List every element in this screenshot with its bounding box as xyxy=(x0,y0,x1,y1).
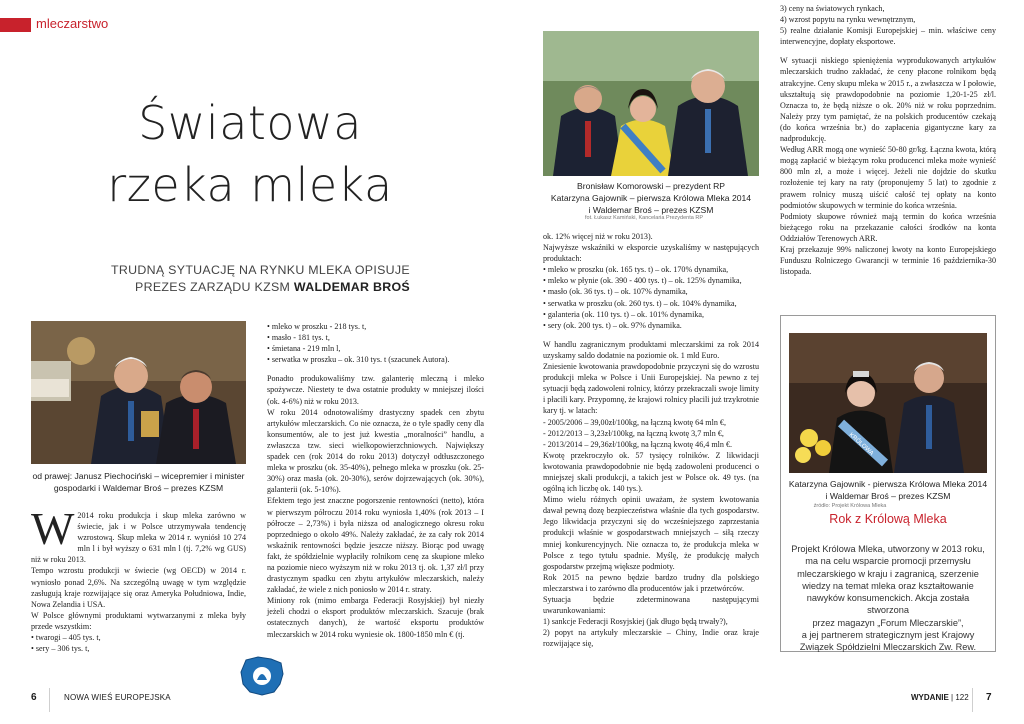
section-tab xyxy=(0,0,250,38)
caption-left-line-2: gospodarki i Waldemar Broś – prezes KZSM xyxy=(53,483,224,493)
col4-paragraph-1: W sytuacji niskiego spieniężenia wyprodukowanych artykułów mleczarskich trudno zakładać, że ceny płacone rolnikom będą atrakcyjne. Ceny skupu mleka w 2015 r., a zwłaszcza w I połowie, ukształtują się prawdopodobnie na poziomie 1,20-1-25 zł/l. Oznacza to, że będą niższe o ok. 20% niż w roku poprzednim. Należy przy tym pamiętać, że na polskich producentów czekają (do końca września br.) do zapłacenia gigantyczne kary za nadprodukcję. xyxy=(780,56,996,144)
box-line-3: mleczarskiego w kraju i zagranicą, szerzenie xyxy=(797,568,979,579)
col4-paragraph-3: Podmioty skupowe również mają termin do końca września bieżącego roku na przekazanie całości środków na konta Oddziałów Terenowych ARR. xyxy=(780,211,996,243)
caption-right-line-1: Katarzyna Gajownik - pierwsza Królowa Mleka 2014 xyxy=(788,479,988,489)
photo-komorowski-gajownik-bros xyxy=(543,31,759,176)
col3-paragraph-6: Mimo wielu różnych opinii uważam, że system kwotowania dawał pewną dozę bezpieczeństwa właśnie dla tych gospodarstw. Jego likwidacja przyczyni się do wcześniejszego zaprzestania produkcji właśnie w gospodarstwach mniejszych – siłą rzeczy mniej konkurencyjnych. Nie oznacza to, że produkcja mleka w Polsce z tego tytułu spadnie. Myślę, że produkcję małych gospodarstw przejmą większe podmioty. xyxy=(543,495,759,571)
caption-center-line-2: Katarzyna Gajownik – pierwsza Królowa Mleka 2014 xyxy=(550,193,752,203)
sash-text: KRÓLOWA xyxy=(847,432,875,457)
box-line-6: przez magazyn „Forum Mleczarskie”, xyxy=(812,617,964,628)
col3-list-item-7: - 2005/2006 – 39,00zł/100kg, na łączną kwotę 64 mln €, xyxy=(543,417,726,427)
col3-list-item-10: 1) sankcje Federacji Rosyjskiej (jak długo będą trwały?), xyxy=(543,617,728,627)
col2-list-item-3: • śmietana - 219 mln l, xyxy=(267,344,341,354)
photo-piechocinski-bros xyxy=(31,321,246,464)
credit-right-photo: źródło: Projekt Królowa Mleka xyxy=(813,503,887,509)
col3-list-item-4: • serwatka w proszku (ok. 260 tys. t) – ok. 104% dynamika, xyxy=(543,298,737,308)
col4-list-item-2: 4) wzrost popytu na rynku wewnętrznym, xyxy=(780,15,916,25)
caption-right-line-2: i Waldemar Broś – prezes KZSM xyxy=(825,491,951,501)
column-4 xyxy=(780,3,996,277)
col1-list-item-2: • sery – 306 tys. t, xyxy=(31,644,90,654)
col1-paragraph-2: Tempo wzrostu produkcji w świecie (wg OECD) w 2014 r. wyniosło ponad 2,6%. Na szczególną uwagę w tym względzie zasługują kraje rozwijające się oraz Ameryka Południowa, Indie, Nowa Zelandia i USA. xyxy=(31,566,246,609)
section-label: mleczarstwo xyxy=(36,16,109,31)
box-line-1: Projekt Królowa Mleka, utworzony w 2013 roku, xyxy=(791,544,985,554)
box-line-4: wiedzy na temat mleka oraz kształtowanie xyxy=(802,580,974,591)
col3-paragraph-7: Rok 2015 na pewno będzie bardzo trudny dla polskiego mleczarstwa i to zarówno dla producentów jak i przetwórców. xyxy=(543,572,759,593)
title-line-2: rzeka mleka xyxy=(107,158,393,212)
col1-paragraph-3: W Polsce głównymi produktami wytwarzanymi z mleka były przede wszystkim: xyxy=(31,610,246,631)
col3-list-item-3: • masło (ok. 36 tys. t) – ok. 107% dynamika, xyxy=(543,287,688,297)
col4-paragraph-4: Kraj przekazuje 99% naliczonej kwoty na konto Europejskiego Funduszu Rolniczego Gwarancji w terminie 16 października-30 listopada. xyxy=(780,244,996,277)
col3-list-item-1: • mleko w proszku (ok. 165 tys. t) – ok. 170% dynamika, xyxy=(543,265,729,275)
magazine-name: NOWA WIEŚ EUROPEJSKA xyxy=(64,693,171,702)
subtitle-prefix: PREZES ZARZĄDU KZSM xyxy=(135,280,291,294)
article-title xyxy=(90,92,410,216)
col2-paragraph-3: Efektem tego jest znaczne pogorszenie rentowności (netto), która w pierwszym półroczu 2014 roku wyniosła 1,40% (rok 2013 – I półrocze – 2,73%) i była niższa od analogicznego okresu roku poprzedniego o około 49%. Należy zakładać, że za cały rok 2014 wskaźnik rentowności będzie jeszcze niższy. Biorąc pod uwagę fakt, że spółdzielnie wypłaciły rolnikom cenę za skupione mleko na poziomie nieco wyższym niż w roku 2013 tj. ok. 1,37 zł/l przy drastycznym spadku cen zbytu artykułów mleczarskich, należy zakładać, że wiele z nich poniosło w 2014 r. straty. xyxy=(267,496,484,595)
col3-list-item-8: - 2012/2013 – 3,23zł/100kg, na łączną kwotę 3,7 mln €, xyxy=(543,428,724,438)
caption-left-photo xyxy=(31,470,246,494)
subtitle-line-1: TRUDNĄ SYTUACJĘ NA RYNKU MLEKA OPISUJE xyxy=(111,263,410,277)
col2-paragraph-4: Miniony rok (mimo embarga Federacji Rosyjskiej) był niezły jeżeli chodzi o eksport produktów mleczarskich. Szacuje (brak ostatecznych danych), że wartość eksportu produktów mleczarskich w 2014 roku wyniesie ok. 1800-1850 mln € (tj. xyxy=(267,596,484,639)
col2-list-item-2: • masło - 181 tys. t, xyxy=(267,333,330,343)
col3-paragraph-2: Najwyższe wskaźniki w eksporcie uzyskaliśmy w następujących produktach: xyxy=(543,243,759,264)
footer-divider-left xyxy=(49,688,50,712)
col2-list-item-1: • mleko w proszku - 218 tys. t, xyxy=(267,322,367,331)
page-number-left: 6 xyxy=(31,692,37,703)
col3-list-item-9: - 2013/2014 – 29,36zł/100kg, na łączną kwotę 46,4 mln €. xyxy=(543,439,733,449)
edition-number: 122 xyxy=(955,693,969,702)
col1-lead-text: 2014 roku produkcja i skup mleka zarówno w świecie, jak i w Polsce utrzymywała tendencję wzrostową. Skup mleka w 2014 r. wyniósł 10 274 mln l i był wyższy o 631 mln l (tj. 7,2% wg GUS) niż w roku 2013. xyxy=(31,511,246,565)
caption-left-line-1: od prawej: Janusz Piechociński – wicepremier i minister xyxy=(32,471,245,481)
caption-center-line-3: i Waldemar Broś – prezes KZSM xyxy=(588,205,714,215)
col2-paragraph-2: W roku 2014 odnotowaliśmy drastyczny spadek cen zbytu artykułów mleczarskich. Co nie oznacza, że o tyle spadły ceny dla konsumentów, ale to jest już kwestia „moralności” handlu, a zwłaszcza tzw. sieci wielkopowierzchniowych. Największy spadek cen (rok 2014 do roku 2013) dotyczył odtłuszczonego mleka w proszku (ok. 35-40%), pełnego mleka w proszku (ok. 25-30%) oraz masła (ok. 20-30%), serów dojrzewających (ok. 30%), galanterii (ok. 5-10%). xyxy=(267,407,484,495)
poland-map-icon xyxy=(238,654,286,698)
col3-list-item-11: 2) popyt na artykuły mleczarskie – Chiny, Indie oraz kraje rozwijające się, xyxy=(543,628,759,649)
title-line-1: Światowa xyxy=(138,96,362,150)
subtitle-line-2 xyxy=(110,279,410,296)
footer-divider-right xyxy=(972,688,973,712)
col3-list-item-2: • mleko w płynie (ok. 390 - 400 tys. t) – ok. 125% dynamika, xyxy=(543,276,742,286)
box-line-2: ma na celu wsparcie promocji przemysłu xyxy=(805,556,971,567)
col3-list-item-5: • galanteria (ok. 110 tys. t) – ok. 101% dynamika, xyxy=(543,309,705,319)
col2-list-item-4: • serwatka w proszku – ok. 310 tys. t (szacunek Autora). xyxy=(267,355,450,365)
col3-list-item-6: • sery (ok. 200 tys. t) – ok. 97% dynamika. xyxy=(543,320,682,330)
col3-paragraph-5: Kwotę przekroczyło ok. 57 tysięcy rolników. Z likwidacji kwotowania prawdopodobnie nie będą zadowoleni producenci o mniejszej skali produkcji, a takich jest w Polsce ok. 49 tys. (na ogólną ich liczbę ok. 140 tys.). xyxy=(543,450,759,494)
photo-piechocinski-bros-image xyxy=(31,321,246,464)
col3-paragraph-1: ok. 12% więcej niż w roku 2013). xyxy=(543,232,653,241)
edition-label xyxy=(911,693,969,702)
col4-paragraph-2: Według ARR mogą one wynieść 50-80 gr/kg. Łączna kwota, którą mogą zapłacić w bieżącym roku producenci mleka może wynieść 800 mln zł, a może i więcej. Jeżeli nie dojdzie do skutku rozłożenie tej kary na raty (proponujemy 5 lat) to zgodnie z prawem rolnicy muszą uiścić całość tej opłaty na konto podmiotów skupowych w terminie do końca września. xyxy=(780,145,996,210)
page-number-right: 7 xyxy=(986,692,992,703)
dropcap: W xyxy=(31,503,75,554)
col3-paragraph-8: Sytuacja będzie zdeterminowana następującymi uwarunkowaniami: xyxy=(543,595,759,616)
box-line-7: a jej partnerem strategicznym jest Krajowy xyxy=(801,630,975,641)
edition-separator: | xyxy=(951,693,954,702)
section-tab-bar xyxy=(0,18,31,32)
col4-list-item-3: 5) realne działanie Komisji Europejskiej – min. właściwe ceny interwencyjne, dopłaty eksportowe. xyxy=(780,26,996,47)
credit-center-photo: fot. Łukasz Kamiński, Kancelaria Prezydenta RP xyxy=(584,215,703,221)
col2-paragraph-1: Ponadto produkowaliśmy tzw. galanterię mleczną i mleko spożywcze. Niestety te dwa ostatnie produkty w mniejszej ilości (ok. 4-6%) niż w roku 2013. xyxy=(267,374,484,406)
col4-list-item-1: 3) ceny na światowych rynkach, xyxy=(780,4,885,13)
column-3 xyxy=(543,231,759,649)
caption-center-line-1: Bronisław Komorowski – prezydent RP xyxy=(576,181,726,191)
box-heading: Rok z Królową Mleka xyxy=(829,512,947,526)
box-line-5: nawyków konsumenckich. Akcja została stworzona xyxy=(806,593,970,616)
box-text xyxy=(790,543,986,654)
edition-label-text: WYDANIE xyxy=(911,693,949,702)
col1-lead xyxy=(31,503,246,565)
col3-paragraph-3: W handlu zagranicznym produktami mleczarskimi za rok 2014 uzyskamy saldo dodatnie na poziomie ok. 1 mld Euro. xyxy=(543,339,759,360)
poland-map-logo xyxy=(238,654,286,698)
column-1 xyxy=(31,503,246,654)
photo-komorowski-image xyxy=(543,31,759,176)
caption-center-photo xyxy=(543,180,759,216)
article-subtitle xyxy=(110,262,410,296)
column-2 xyxy=(267,321,484,640)
col3-paragraph-4: Zniesienie kwotowania prawdopodobnie przyczyni się do wzrostu produkcji mleka w Polsce i Unii Europejskiej. Na pewno z tej sytuacji będą zadowoleni rolnicy, którzy przekraczali swoje limity i płacili kary. Przypomnę, że krajowi rolnicy płacili już trzykrotnie kary tj. w latach: xyxy=(543,362,759,416)
col1-list-item-1: • twarogi – 405 tys. t, xyxy=(31,633,101,643)
box-line-8: Związek Spółdzielni Mleczarskich Zw. Rew. xyxy=(799,642,977,653)
subtitle-author: WALDEMAR BROŚ xyxy=(293,280,410,294)
